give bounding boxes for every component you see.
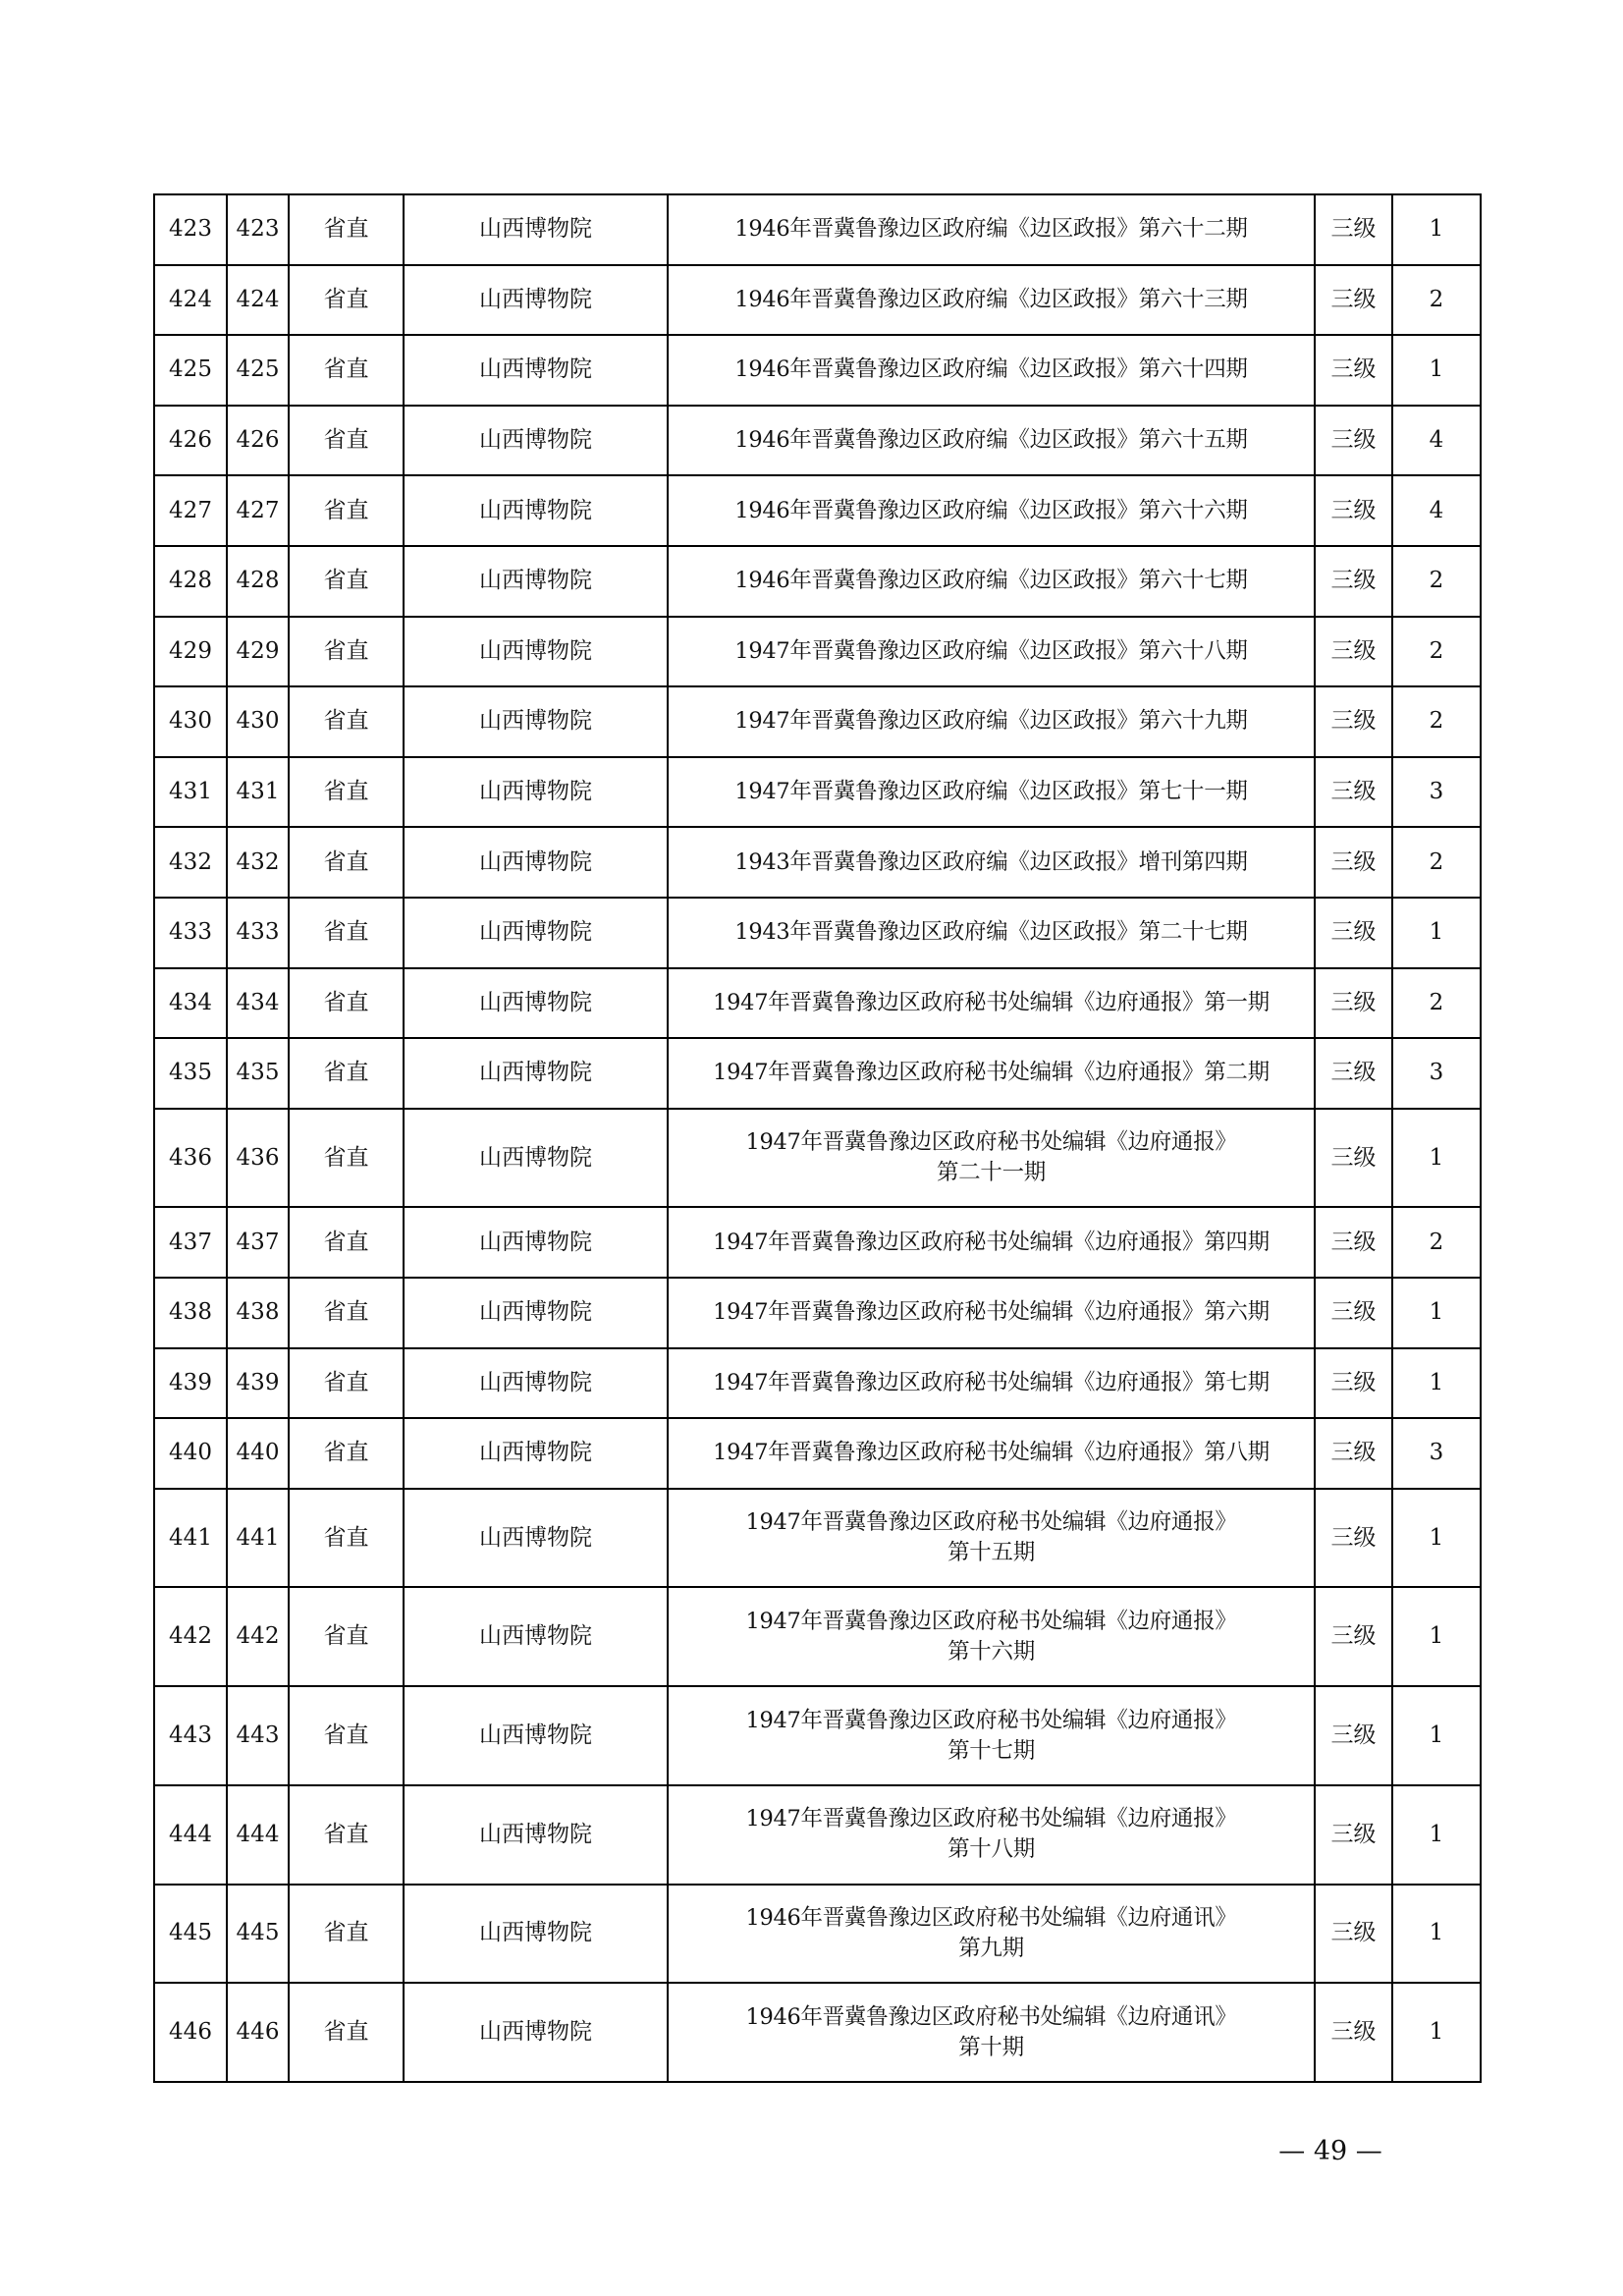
- holding-unit-cell: 山西博物院: [404, 1983, 668, 2082]
- admin-level-cell: 省直: [289, 1207, 404, 1278]
- item-title-cell: [668, 968, 1315, 1039]
- holding-unit-cell: 山西博物院: [404, 1278, 668, 1348]
- item-title-cell: [668, 1489, 1315, 1588]
- catalog-id-cell: 425: [227, 335, 289, 406]
- quantity-cell: 2: [1392, 1207, 1481, 1278]
- quantity-cell: 2: [1392, 265, 1481, 336]
- item-title-cell: [668, 194, 1315, 265]
- catalog-id-cell: 424: [227, 265, 289, 336]
- catalog-id-cell: 442: [227, 1587, 289, 1686]
- quantity-cell: 3: [1392, 1418, 1481, 1489]
- item-title-cell: [668, 1885, 1315, 1984]
- item-title-cell: [668, 1785, 1315, 1885]
- item-title-line-2: 第十七期: [947, 1737, 1035, 1764]
- admin-level-cell: 省直: [289, 898, 404, 968]
- item-title-line: 1947年晋冀鲁豫边区政府秘书处编辑《边府通报》: [745, 1707, 1237, 1733]
- relic-grade-cell: 三级: [1315, 1983, 1392, 2082]
- catalog-id-cell: 423: [227, 194, 289, 265]
- holding-unit-cell: 山西博物院: [404, 968, 668, 1039]
- table-row: [154, 265, 1481, 336]
- item-title-cell: [668, 686, 1315, 757]
- table-row: [154, 475, 1481, 546]
- catalog-id-cell: 430: [227, 686, 289, 757]
- holding-unit-cell: 山西博物院: [404, 194, 668, 265]
- item-title-cell: [668, 475, 1315, 546]
- table-row: [154, 546, 1481, 617]
- admin-level-cell: 省直: [289, 968, 404, 1039]
- item-title-cell: [668, 1207, 1315, 1278]
- row-number-cell: 423: [154, 194, 227, 265]
- row-number-cell: 430: [154, 686, 227, 757]
- item-title-line: 1943年晋冀鲁豫边区政府编《边区政报》第二十七期: [734, 919, 1248, 946]
- quantity-cell: 2: [1392, 827, 1481, 898]
- relic-grade-cell: 三级: [1315, 1489, 1392, 1588]
- admin-level-cell: 省直: [289, 1785, 404, 1885]
- admin-level-cell: 省直: [289, 265, 404, 336]
- table-row: [154, 968, 1481, 1039]
- table-row: [154, 1278, 1481, 1348]
- admin-level-cell: 省直: [289, 1278, 404, 1348]
- holding-unit-cell: 山西博物院: [404, 1885, 668, 1984]
- item-title-line: 1946年晋冀鲁豫边区政府编《边区政报》第六十四期: [734, 356, 1248, 383]
- relic-grade-cell: 三级: [1315, 1785, 1392, 1885]
- catalog-id-cell: 440: [227, 1418, 289, 1489]
- holding-unit-cell: 山西博物院: [404, 827, 668, 898]
- row-number-cell: 434: [154, 968, 227, 1039]
- catalog-id-cell: 428: [227, 546, 289, 617]
- relic-grade-cell: 三级: [1315, 617, 1392, 687]
- relic-grade-cell: 三级: [1315, 265, 1392, 336]
- table-row: [154, 1038, 1481, 1109]
- row-number-cell: 435: [154, 1038, 227, 1109]
- item-title-line: 1946年晋冀鲁豫边区政府编《边区政报》第六十七期: [734, 568, 1248, 594]
- quantity-cell: 3: [1392, 1038, 1481, 1109]
- admin-level-cell: 省直: [289, 686, 404, 757]
- item-title-line: 1947年晋冀鲁豫边区政府秘书处编辑《边府通报》: [745, 1608, 1237, 1634]
- quantity-cell: 4: [1392, 475, 1481, 546]
- relic-grade-cell: 三级: [1315, 827, 1392, 898]
- item-title-line: 1946年晋冀鲁豫边区政府编《边区政报》第六十二期: [734, 216, 1248, 243]
- holding-unit-cell: 山西博物院: [404, 1785, 668, 1885]
- item-title-line: 1947年晋冀鲁豫边区政府秘书处编辑《边府通报》第四期: [713, 1229, 1270, 1255]
- quantity-cell: 1: [1392, 1587, 1481, 1686]
- relic-grade-cell: 三级: [1315, 1348, 1392, 1419]
- catalog-id-cell: 439: [227, 1348, 289, 1419]
- page-number: — 49 —: [1278, 2136, 1382, 2166]
- item-title-line: 1947年晋冀鲁豫边区政府编《边区政报》第六十八期: [734, 637, 1248, 664]
- row-number-cell: 429: [154, 617, 227, 687]
- relic-grade-cell: 三级: [1315, 1109, 1392, 1208]
- table-row: [154, 898, 1481, 968]
- relic-grade-cell: 三级: [1315, 546, 1392, 617]
- admin-level-cell: 省直: [289, 1983, 404, 2082]
- relic-grade-cell: 三级: [1315, 335, 1392, 406]
- row-number-cell: 446: [154, 1983, 227, 2082]
- relic-grade-cell: 三级: [1315, 757, 1392, 828]
- row-number-cell: 437: [154, 1207, 227, 1278]
- item-title-line: 1946年晋冀鲁豫边区政府秘书处编辑《边府通讯》: [745, 2003, 1237, 2030]
- quantity-cell: 1: [1392, 1109, 1481, 1208]
- item-title-cell: [668, 1038, 1315, 1109]
- admin-level-cell: 省直: [289, 546, 404, 617]
- table-row: [154, 686, 1481, 757]
- catalog-id-cell: 434: [227, 968, 289, 1039]
- row-number-cell: 444: [154, 1785, 227, 1885]
- holding-unit-cell: 山西博物院: [404, 335, 668, 406]
- quantity-cell: 1: [1392, 194, 1481, 265]
- admin-level-cell: 省直: [289, 1038, 404, 1109]
- relic-grade-cell: 三级: [1315, 968, 1392, 1039]
- item-title-cell: [668, 335, 1315, 406]
- quantity-cell: 1: [1392, 1489, 1481, 1588]
- quantity-cell: 1: [1392, 1885, 1481, 1984]
- item-title-line: 1946年晋冀鲁豫边区政府秘书处编辑《边府通讯》: [745, 1904, 1237, 1931]
- item-title-cell: [668, 546, 1315, 617]
- admin-level-cell: 省直: [289, 335, 404, 406]
- catalog-id-cell: 433: [227, 898, 289, 968]
- item-title-cell: [668, 827, 1315, 898]
- item-title-cell: [668, 1418, 1315, 1489]
- table-row: [154, 1686, 1481, 1785]
- table-row: [154, 1587, 1481, 1686]
- quantity-cell: 1: [1392, 1278, 1481, 1348]
- item-title-cell: [668, 1983, 1315, 2082]
- relic-grade-cell: 三级: [1315, 1587, 1392, 1686]
- row-number-cell: 441: [154, 1489, 227, 1588]
- admin-level-cell: 省直: [289, 617, 404, 687]
- relic-grade-cell: 三级: [1315, 1038, 1392, 1109]
- relic-grade-cell: 三级: [1315, 406, 1392, 476]
- quantity-cell: 4: [1392, 406, 1481, 476]
- admin-level-cell: 省直: [289, 1418, 404, 1489]
- item-title-cell: [668, 265, 1315, 336]
- row-number-cell: 440: [154, 1418, 227, 1489]
- relic-grade-cell: 三级: [1315, 686, 1392, 757]
- item-title-line: 1947年晋冀鲁豫边区政府秘书处编辑《边府通报》: [745, 1509, 1237, 1536]
- admin-level-cell: 省直: [289, 757, 404, 828]
- table-row: [154, 617, 1481, 687]
- item-title-line: 1947年晋冀鲁豫边区政府编《边区政报》第七十一期: [734, 779, 1248, 805]
- row-number-cell: 445: [154, 1885, 227, 1984]
- item-title-line: 1946年晋冀鲁豫边区政府编《边区政报》第六十五期: [734, 427, 1248, 454]
- catalog-id-cell: 429: [227, 617, 289, 687]
- item-title-cell: [668, 1587, 1315, 1686]
- item-title-line: 1947年晋冀鲁豫边区政府秘书处编辑《边府通报》第二期: [713, 1060, 1270, 1086]
- table-body: [154, 194, 1481, 2082]
- item-title-line: 1947年晋冀鲁豫边区政府秘书处编辑《边府通报》: [745, 1129, 1237, 1156]
- catalog-id-cell: 443: [227, 1686, 289, 1785]
- holding-unit-cell: 山西博物院: [404, 546, 668, 617]
- item-title-line: 1947年晋冀鲁豫边区政府编《边区政报》第六十九期: [734, 708, 1248, 735]
- table-row: [154, 1418, 1481, 1489]
- item-title-line-2: 第二十一期: [936, 1160, 1046, 1186]
- admin-level-cell: 省直: [289, 1686, 404, 1785]
- item-title-line-2: 第十六期: [947, 1638, 1035, 1665]
- table-row: [154, 1785, 1481, 1885]
- table-row: [154, 406, 1481, 476]
- quantity-cell: 2: [1392, 968, 1481, 1039]
- item-title-line-2: 第十八期: [947, 1836, 1035, 1863]
- item-title-cell: [668, 1278, 1315, 1348]
- catalog-id-cell: 445: [227, 1885, 289, 1984]
- catalog-id-cell: 435: [227, 1038, 289, 1109]
- holding-unit-cell: 山西博物院: [404, 1109, 668, 1208]
- catalog-id-cell: 438: [227, 1278, 289, 1348]
- admin-level-cell: 省直: [289, 1489, 404, 1588]
- holding-unit-cell: 山西博物院: [404, 265, 668, 336]
- item-title-line: 1946年晋冀鲁豫边区政府编《边区政报》第六十六期: [734, 497, 1248, 523]
- holding-unit-cell: 山西博物院: [404, 406, 668, 476]
- holding-unit-cell: 山西博物院: [404, 757, 668, 828]
- holding-unit-cell: 山西博物院: [404, 475, 668, 546]
- table-row: [154, 757, 1481, 828]
- row-number-cell: 426: [154, 406, 227, 476]
- catalog-id-cell: 431: [227, 757, 289, 828]
- relic-grade-cell: 三级: [1315, 898, 1392, 968]
- catalog-id-cell: 437: [227, 1207, 289, 1278]
- quantity-cell: 1: [1392, 1785, 1481, 1885]
- quantity-cell: 1: [1392, 335, 1481, 406]
- holding-unit-cell: 山西博物院: [404, 1418, 668, 1489]
- item-title-line: 1947年晋冀鲁豫边区政府秘书处编辑《边府通报》第六期: [713, 1299, 1270, 1326]
- quantity-cell: 1: [1392, 1983, 1481, 2082]
- admin-level-cell: 省直: [289, 194, 404, 265]
- item-title-line-2: 第十期: [958, 2034, 1024, 2060]
- row-number-cell: 424: [154, 265, 227, 336]
- item-title-line: 1946年晋冀鲁豫边区政府编《边区政报》第六十三期: [734, 286, 1248, 312]
- holding-unit-cell: 山西博物院: [404, 1686, 668, 1785]
- holding-unit-cell: 山西博物院: [404, 1207, 668, 1278]
- table-row: [154, 1885, 1481, 1984]
- catalog-id-cell: 441: [227, 1489, 289, 1588]
- quantity-cell: 2: [1392, 617, 1481, 687]
- table-row: [154, 1109, 1481, 1208]
- quantity-cell: 3: [1392, 757, 1481, 828]
- catalog-id-cell: 446: [227, 1983, 289, 2082]
- row-number-cell: 436: [154, 1109, 227, 1208]
- table-row: [154, 1489, 1481, 1588]
- row-number-cell: 432: [154, 827, 227, 898]
- catalog-id-cell: 436: [227, 1109, 289, 1208]
- holding-unit-cell: 山西博物院: [404, 1489, 668, 1588]
- item-title-line-2: 第九期: [958, 1935, 1024, 1961]
- row-number-cell: 442: [154, 1587, 227, 1686]
- holding-unit-cell: 山西博物院: [404, 686, 668, 757]
- quantity-cell: 1: [1392, 1686, 1481, 1785]
- table-row: [154, 1348, 1481, 1419]
- admin-level-cell: 省直: [289, 1885, 404, 1984]
- quantity-cell: 2: [1392, 546, 1481, 617]
- catalog-id-cell: 444: [227, 1785, 289, 1885]
- relic-grade-cell: 三级: [1315, 194, 1392, 265]
- catalog-id-cell: 432: [227, 827, 289, 898]
- table-row: [154, 194, 1481, 265]
- relic-grade-cell: 三级: [1315, 1418, 1392, 1489]
- item-title-cell: [668, 617, 1315, 687]
- quantity-cell: 1: [1392, 1348, 1481, 1419]
- relic-grade-cell: 三级: [1315, 1686, 1392, 1785]
- holding-unit-cell: 山西博物院: [404, 1038, 668, 1109]
- holding-unit-cell: 山西博物院: [404, 1587, 668, 1686]
- row-number-cell: 433: [154, 898, 227, 968]
- admin-level-cell: 省直: [289, 475, 404, 546]
- quantity-cell: 1: [1392, 898, 1481, 968]
- admin-level-cell: 省直: [289, 1109, 404, 1208]
- item-title-cell: [668, 757, 1315, 828]
- relic-grade-cell: 三级: [1315, 1278, 1392, 1348]
- admin-level-cell: 省直: [289, 1348, 404, 1419]
- holding-unit-cell: 山西博物院: [404, 898, 668, 968]
- item-title-line: 1947年晋冀鲁豫边区政府秘书处编辑《边府通报》: [745, 1806, 1237, 1832]
- holding-unit-cell: 山西博物院: [404, 617, 668, 687]
- holding-unit-cell: 山西博物院: [404, 1348, 668, 1419]
- row-number-cell: 427: [154, 475, 227, 546]
- item-title-cell: [668, 898, 1315, 968]
- relic-grade-cell: 三级: [1315, 475, 1392, 546]
- item-title-cell: [668, 406, 1315, 476]
- catalog-id-cell: 426: [227, 406, 289, 476]
- relic-grade-cell: 三级: [1315, 1885, 1392, 1984]
- item-title-cell: [668, 1686, 1315, 1785]
- row-number-cell: 431: [154, 757, 227, 828]
- row-number-cell: 443: [154, 1686, 227, 1785]
- item-title-line: 1947年晋冀鲁豫边区政府秘书处编辑《边府通报》第八期: [713, 1440, 1270, 1466]
- admin-level-cell: 省直: [289, 406, 404, 476]
- item-title-line: 1947年晋冀鲁豫边区政府秘书处编辑《边府通报》第七期: [713, 1369, 1270, 1395]
- admin-level-cell: 省直: [289, 827, 404, 898]
- item-title-cell: [668, 1348, 1315, 1419]
- catalog-id-cell: 427: [227, 475, 289, 546]
- row-number-cell: 428: [154, 546, 227, 617]
- table-row: [154, 827, 1481, 898]
- item-title-line-2: 第十五期: [947, 1540, 1035, 1566]
- item-title-line: 1943年晋冀鲁豫边区政府编《边区政报》增刊第四期: [734, 848, 1248, 875]
- table-row: [154, 1207, 1481, 1278]
- row-number-cell: 438: [154, 1278, 227, 1348]
- row-number-cell: 439: [154, 1348, 227, 1419]
- admin-level-cell: 省直: [289, 1587, 404, 1686]
- item-title-line: 1947年晋冀鲁豫边区政府秘书处编辑《边府通报》第一期: [713, 989, 1270, 1015]
- quantity-cell: 2: [1392, 686, 1481, 757]
- table-row: [154, 1983, 1481, 2082]
- row-number-cell: 425: [154, 335, 227, 406]
- item-title-cell: [668, 1109, 1315, 1208]
- table-row: [154, 335, 1481, 406]
- relic-grade-cell: 三级: [1315, 1207, 1392, 1278]
- relics-table: [153, 193, 1482, 2083]
